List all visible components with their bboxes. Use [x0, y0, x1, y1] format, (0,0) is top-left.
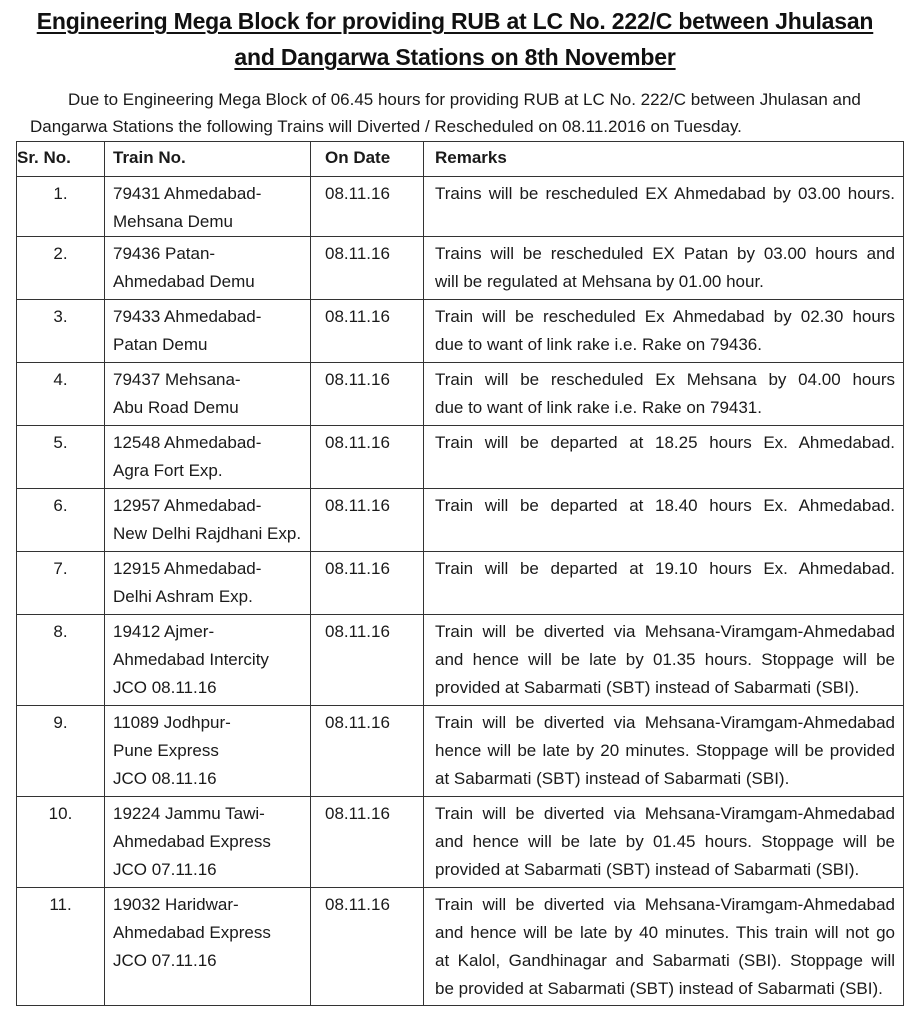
- header-train-no: Train No.: [105, 142, 311, 177]
- remarks-line: Train will be diverted via Mehsana-Viramgam-Ahmedabad: [435, 622, 895, 641]
- cell-on-date: 08.11.16: [311, 489, 424, 552]
- train-name-line: 79437 Mehsana-: [113, 370, 241, 389]
- train-name-line: JCO 08.11.16: [113, 678, 217, 697]
- table-row: [17, 426, 904, 489]
- table-row: [17, 615, 904, 706]
- remarks-line: Train will be rescheduled Ex Ahmedabad by 02.30 hours: [435, 307, 895, 326]
- cell-on-date: 08.11.16: [311, 615, 424, 706]
- cell-train-no: [105, 615, 311, 706]
- remarks-line: due to want of link rake i.e. Rake on 79436.: [435, 335, 762, 354]
- train-name-line: 19032 Haridwar-: [113, 895, 239, 914]
- remarks-line: Train will be diverted via Mehsana-Viramgam-Ahmedabad: [435, 895, 895, 914]
- cell-train-no: [105, 797, 311, 888]
- remarks-line: be provided at Sabarmati (SBT) instead of Sabarmati (SBI).: [435, 979, 883, 998]
- train-name-line: 12548 Ahmedabad-: [113, 433, 262, 452]
- cell-train-no: [105, 237, 311, 300]
- table-row: [17, 706, 904, 797]
- notice-title-line-1: Engineering Mega Block for providing RUB at LC No. 222/C between Jhulasan: [36, 8, 874, 34]
- cell-on-date: 08.11.16: [311, 300, 424, 363]
- cell-sr-no: 4.: [17, 363, 105, 426]
- cell-train-no: [105, 363, 311, 426]
- train-name-line: 11089 Jodhpur-: [113, 713, 231, 732]
- intro-line-1: Due to Engineering Mega Block of 06.45 hours for providing RUB at LC No. 222/C between Jhulasan and: [68, 90, 861, 109]
- remarks-line: Train will be rescheduled Ex Mehsana by 04.00 hours: [435, 370, 895, 389]
- table-row: [17, 363, 904, 426]
- cell-train-no: [105, 552, 311, 615]
- cell-sr-no: 11.: [17, 888, 105, 1006]
- cell-remarks: [424, 888, 904, 1006]
- train-name-line: Pune Express: [113, 741, 219, 760]
- cell-remarks: [424, 706, 904, 797]
- cell-remarks: [424, 237, 904, 300]
- remarks-line: provided at Sabarmati (SBT) instead of Sabarmati (SBI).: [435, 678, 860, 697]
- remarks-line: provided at Sabarmati (SBT) instead of Sabarmati (SBI).: [435, 860, 860, 879]
- train-name-line: Ahmedabad Express: [113, 832, 271, 851]
- cell-remarks: [424, 300, 904, 363]
- train-name-line: New Delhi Rajdhani Exp.: [113, 524, 302, 543]
- cell-remarks: [424, 363, 904, 426]
- remarks-line: due to want of link rake i.e. Rake on 79431.: [435, 398, 762, 417]
- table-row: [17, 300, 904, 363]
- header-sr-no: Sr. No.: [17, 142, 105, 177]
- train-name-line: Agra Fort Exp.: [113, 461, 223, 480]
- cell-sr-no: 7.: [17, 552, 105, 615]
- trains-table: [16, 141, 904, 1006]
- cell-sr-no: 2.: [17, 237, 105, 300]
- train-name-line: 19224 Jammu Tawi-: [113, 804, 265, 823]
- train-name-line: Abu Road Demu: [113, 398, 239, 417]
- cell-remarks: [424, 177, 904, 237]
- train-name-line: 79431 Ahmedabad-: [113, 184, 262, 203]
- train-name-line: JCO 08.11.16: [113, 769, 217, 788]
- remarks-line: Trains will be rescheduled EX Ahmedabad by 03.00 hours.: [435, 184, 895, 203]
- remarks-line: and hence will be late by 40 minutes. This train will not go: [435, 923, 895, 942]
- cell-remarks: [424, 552, 904, 615]
- remarks-line: at Sabarmati (SBT) instead of Sabarmati (SBI).: [435, 769, 790, 788]
- table-row: [17, 177, 904, 237]
- train-name-line: 79433 Ahmedabad-: [113, 307, 262, 326]
- cell-on-date: 08.11.16: [311, 363, 424, 426]
- remarks-line: and hence will be late by 01.45 hours. Stoppage will be: [435, 832, 895, 851]
- table-row: [17, 489, 904, 552]
- cell-sr-no: 9.: [17, 706, 105, 797]
- cell-remarks: [424, 797, 904, 888]
- train-name-line: Delhi Ashram Exp.: [113, 587, 253, 606]
- table-row: [17, 237, 904, 300]
- remarks-line: and hence will be late by 01.35 hours. Stoppage will be: [435, 650, 895, 669]
- cell-sr-no: 3.: [17, 300, 105, 363]
- cell-sr-no: 8.: [17, 615, 105, 706]
- table-header-row: [17, 142, 904, 177]
- cell-sr-no: 10.: [17, 797, 105, 888]
- cell-on-date: 08.11.16: [311, 552, 424, 615]
- header-remarks: Remarks: [424, 142, 904, 177]
- cell-on-date: 08.11.16: [311, 237, 424, 300]
- cell-train-no: [105, 706, 311, 797]
- train-name-line: Ahmedabad Demu: [113, 272, 255, 291]
- cell-sr-no: 1.: [17, 177, 105, 237]
- remarks-line: hence will be late by 20 minutes. Stoppage will be provided: [435, 741, 895, 760]
- cell-sr-no: 6.: [17, 489, 105, 552]
- cell-on-date: 08.11.16: [311, 888, 424, 1006]
- remarks-line: will be regulated at Mehsana by 01.00 hour.: [435, 272, 764, 291]
- train-name-line: Ahmedabad Express: [113, 923, 271, 942]
- cell-train-no: [105, 489, 311, 552]
- table-body: [17, 177, 904, 1006]
- train-name-line: JCO 07.11.16: [113, 860, 217, 879]
- remarks-line: Train will be departed at 18.25 hours Ex. Ahmedabad.: [435, 433, 895, 452]
- train-name-line: 79436 Patan-: [113, 244, 216, 263]
- remarks-line: Train will be diverted via Mehsana-Viramgam-Ahmedabad: [435, 804, 895, 823]
- train-name-line: 12957 Ahmedabad-: [113, 496, 262, 515]
- train-name-line: Ahmedabad Intercity: [113, 650, 269, 669]
- table-row: [17, 888, 904, 1006]
- cell-on-date: 08.11.16: [311, 797, 424, 888]
- train-name-line: 19412 Ajmer-: [113, 622, 215, 641]
- cell-train-no: [105, 177, 311, 237]
- cell-on-date: 08.11.16: [311, 177, 424, 237]
- train-name-line: Mehsana Demu: [113, 212, 234, 231]
- cell-train-no: [105, 426, 311, 489]
- cell-on-date: 08.11.16: [311, 426, 424, 489]
- table-row: [17, 797, 904, 888]
- remarks-line: Trains will be rescheduled EX Patan by 03.00 hours and: [435, 244, 895, 263]
- intro-line-2: Dangarwa Stations the following Trains will Diverted / Rescheduled on 08.11.2016 on Tuesday.: [30, 117, 742, 136]
- remarks-line: Train will be diverted via Mehsana-Viramgam-Ahmedabad: [435, 713, 895, 732]
- cell-on-date: 08.11.16: [311, 706, 424, 797]
- header-on-date: On Date: [311, 142, 424, 177]
- remarks-line: Train will be departed at 19.10 hours Ex. Ahmedabad.: [435, 559, 895, 578]
- cell-remarks: [424, 615, 904, 706]
- table-row: [17, 552, 904, 615]
- notice-title-line-2: and Dangarwa Stations on 8th November: [234, 44, 676, 70]
- cell-train-no: [105, 888, 311, 1006]
- remarks-line: Train will be departed at 18.40 hours Ex. Ahmedabad.: [435, 496, 895, 515]
- cell-sr-no: 5.: [17, 426, 105, 489]
- cell-remarks: [424, 489, 904, 552]
- train-name-line: Patan Demu: [113, 335, 208, 354]
- train-name-line: 12915 Ahmedabad-: [113, 559, 262, 578]
- remarks-line: at Kalol, Gandhinagar and Sabarmati (SBI). Stoppage will: [435, 951, 895, 970]
- cell-train-no: [105, 300, 311, 363]
- train-name-line: JCO 07.11.16: [113, 951, 217, 970]
- cell-remarks: [424, 426, 904, 489]
